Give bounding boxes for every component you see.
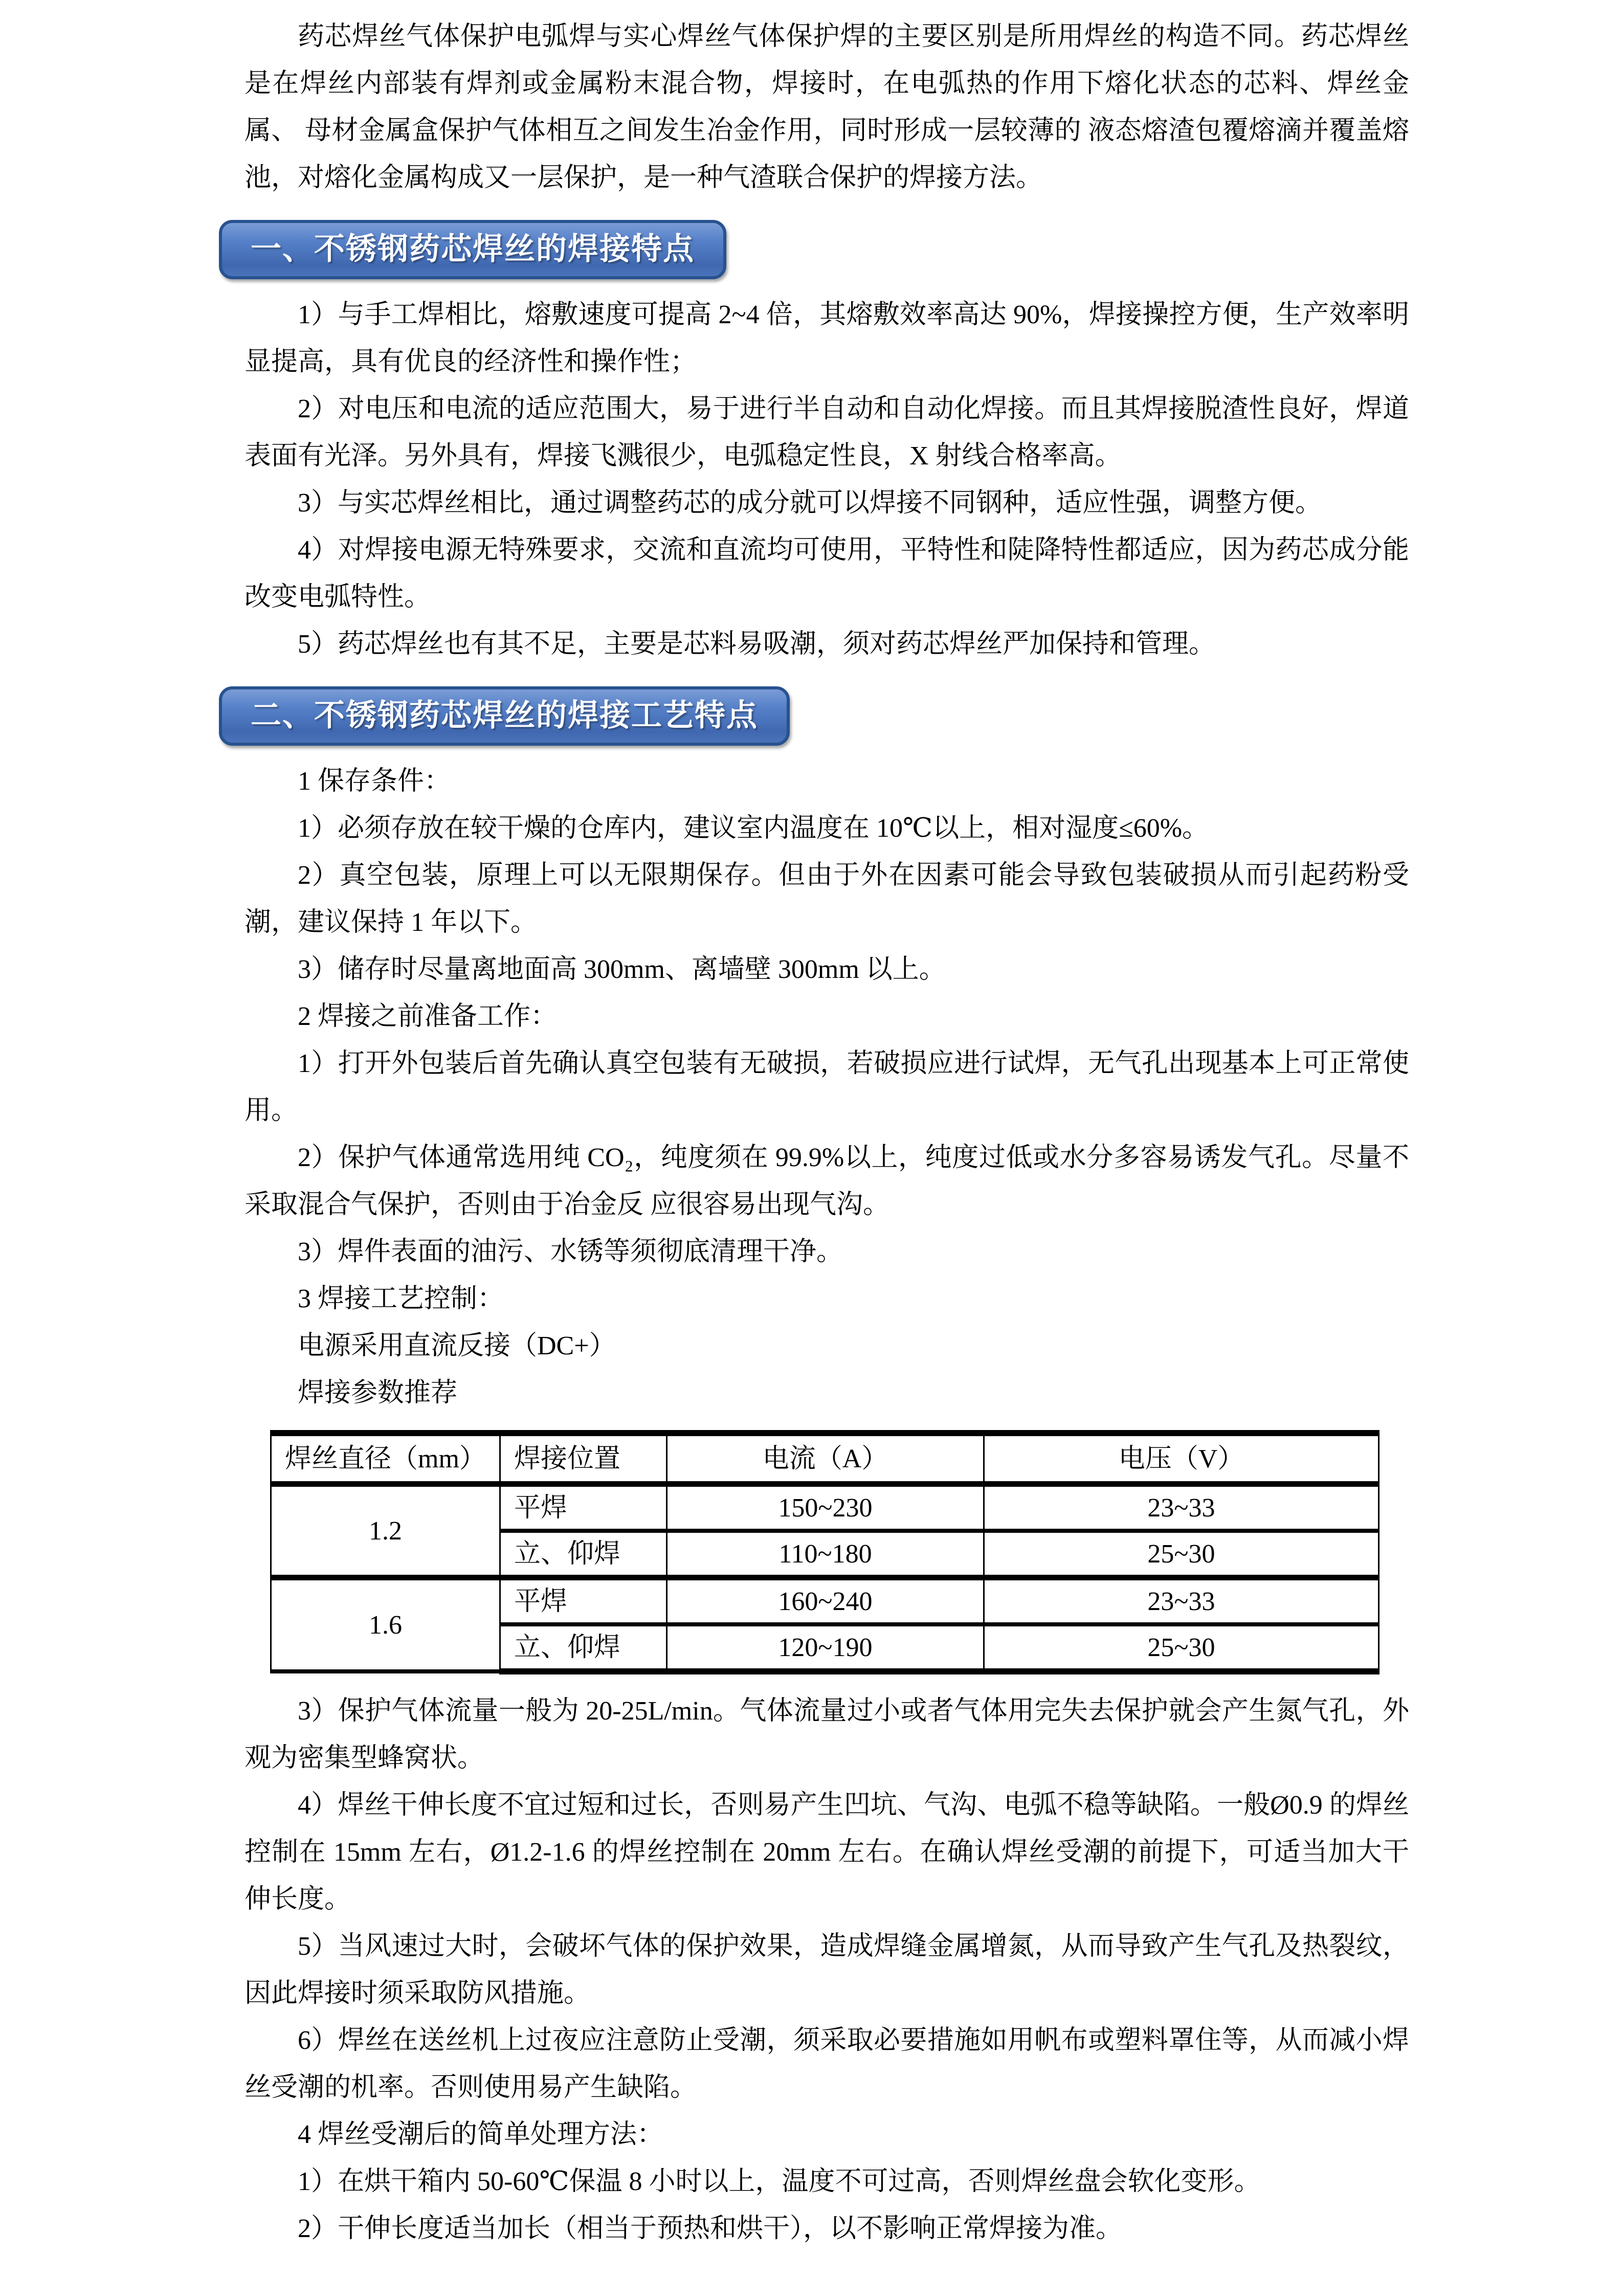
diameter-cell-1-6: 1.6 [271, 1578, 500, 1672]
header-cell-voltage: 电压（V） [984, 1433, 1379, 1484]
table-row [271, 1578, 1379, 1625]
section-2-heading: 二、不锈钢药芯焊丝的焊接工艺特点 [219, 686, 790, 746]
header-cell-position: 焊接位置 [500, 1433, 667, 1484]
control-title: 3 焊接工艺控制： [298, 1284, 504, 1313]
prep-item-2: 2）保护气体通常选用纯 CO₂，纯度须在 99.9%以上，纯度过低或水分多容易诱发气孔。尽量不采取混合气保护，否则由于冶金反 应很容易出现气沟。 [244, 1143, 1409, 1219]
section-2-heading-row [244, 686, 1409, 746]
position-cell: 立、仰焊 [500, 1531, 667, 1578]
welding-parameters-table [270, 1430, 1380, 1674]
table-header-row [271, 1433, 1379, 1484]
diameter-cell-1-2: 1.2 [271, 1484, 500, 1578]
intro-paragraph: 药芯焊丝气体保护电弧焊与实心焊丝气体保护焊的主要区别是所用焊丝的构造不同。药芯焊丝是在焊丝内部装有焊剂或金属粉末混合物，焊接时，在电弧热的作用下熔化状态的芯料、焊丝金属、 母材金属盒保护气体相互之间发生冶金作用，同时形成一层较薄的 液态熔渣包覆熔滴并覆盖熔池，对熔化金属构成又一层保护，是一种气渣联合保护的焊接方法。 [244, 22, 1409, 192]
storage-item-2: 2）真空包装，原理上可以无限期保存。但由于外在因素可能会导致包装破损从而引起药粉受潮，建议保持 1 年以下。 [244, 861, 1409, 937]
post-table-item-6: 6）焊丝在送丝机上过夜应注意防止受潮，须采取必要措施如用帆布或塑料罩住等，从而减小焊丝受潮的机率。否则使用易产生缺陷。 [244, 2026, 1409, 2102]
position-cell: 平焊 [500, 1484, 667, 1531]
feature-item-2: 2）对电压和电流的适应范围大，易于进行半自动和自动化焊接。而且其焊接脱渣性良好，焊道表面有光泽。另外具有，焊接飞溅很少，电弧稳定性良，X 射线合格率高。 [244, 394, 1409, 471]
moisture-title: 4 焊丝受潮后的简单处理方法： [298, 2120, 664, 2149]
header-cell-diameter: 焊丝直径（mm） [271, 1433, 500, 1484]
voltage-cell: 23~33 [984, 1578, 1379, 1625]
section-1-heading-row [244, 220, 1409, 279]
storage-item-1: 1）必须存放在较干燥的仓库内，建议室内温度在 10℃以上，相对湿度≤60%。 [298, 814, 1209, 843]
moisture-item-2: 2）干伸长度适当加长（相当于预热和烘干），以不影响正常焊接为准。 [298, 2214, 1123, 2243]
position-cell: 立、仰焊 [500, 1624, 667, 1671]
feature-item-3: 3）与实芯焊丝相比，通过调整药芯的成分就可以焊接不同钢种，适应性强，调整方便。 [298, 488, 1322, 518]
current-cell: 120~190 [667, 1624, 984, 1671]
storage-item-3: 3）储存时尽量离地面高 300mm、离墙壁 300mm 以上。 [298, 955, 946, 984]
prep-item-1: 1）打开外包装后首先确认真空包装有无破损，若破损应进行试焊，无气孔出现基本上可正常使用。 [244, 1049, 1409, 1125]
post-table-item-5: 5）当风速过大时，会破坏气体的保护效果，造成焊缝金属增氮，从而导致产生气孔及热裂纹，因此焊接时须采取防风措施。 [244, 1932, 1409, 2008]
voltage-cell: 25~30 [984, 1531, 1379, 1578]
prep-title: 2 焊接之前准备工作： [298, 1002, 558, 1031]
header-cell-current: 电流（A） [667, 1433, 984, 1484]
current-cell: 150~230 [667, 1484, 984, 1531]
post-table-item-4: 4）焊丝干伸长度不宜过短和过长，否则易产生凹坑、气沟、电弧不稳等缺陷。一般Ø0.9 的焊丝控制在 15mm 左右，Ø1.2-1.6 的焊丝控制在 20mm 左右。在确认焊丝受潮的前提下，可适当加大干伸长度。 [244, 1791, 1409, 1914]
control-line-power: 电源采用直流反接（DC+） [298, 1331, 616, 1360]
feature-item-4: 4）对焊接电源无特殊要求，交流和直流均可使用，平特性和陡降特性都适应，因为药芯成分能改变电弧特性。 [244, 535, 1409, 612]
prep-item-3: 3）焊件表面的油污、水锈等须彻底清理干净。 [298, 1237, 843, 1266]
position-cell: 平焊 [500, 1578, 667, 1625]
feature-item-5: 5）药芯焊丝也有其不足，主要是芯料易吸潮，须对药芯焊丝严加保持和管理。 [298, 630, 1216, 659]
current-cell: 160~240 [667, 1578, 984, 1625]
post-table-item-3: 3）保护气体流量一般为 20-25L/min。气体流量过小或者气体用完失去保护就会产生氮气孔，外观为密集型蜂窝状。 [244, 1696, 1409, 1773]
moisture-item-1: 1）在烘干箱内 50-60℃保温 8 小时以上，温度不可过高，否则焊丝盘会软化变形。 [298, 2167, 1261, 2196]
voltage-cell: 23~33 [984, 1484, 1379, 1531]
section-1-heading: 一、不锈钢药芯焊丝的焊接特点 [219, 220, 726, 279]
control-line-params: 焊接参数推荐 [298, 1378, 458, 1408]
table-row [271, 1484, 1379, 1531]
feature-item-1: 1）与手工焊相比，熔敷速度可提高 2~4 倍，其熔敷效率高达 90%，焊接操控方便，生产效率明显提高，具有优良的经济性和操作性； [244, 300, 1409, 376]
voltage-cell: 25~30 [984, 1624, 1379, 1671]
current-cell: 110~180 [667, 1531, 984, 1578]
storage-title: 1 保存条件： [298, 767, 451, 796]
